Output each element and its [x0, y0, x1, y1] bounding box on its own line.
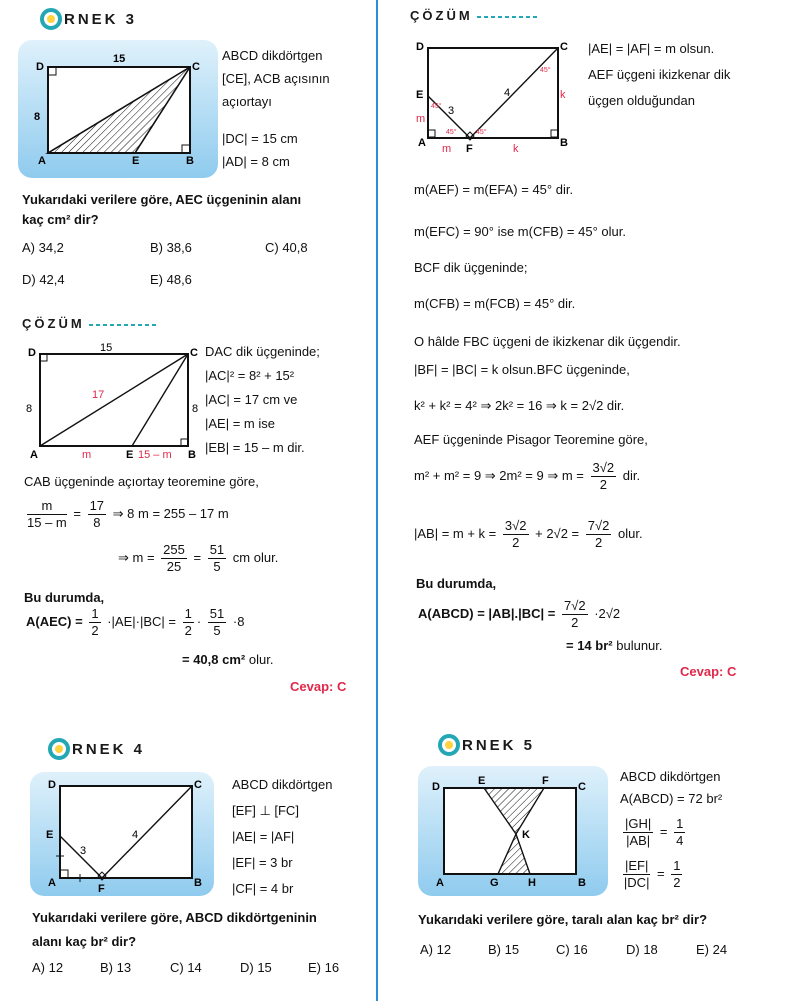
option: D) 18: [626, 942, 658, 957]
option: D) 42,4: [22, 272, 65, 287]
solution-line: BCF dik üçgeninde;: [414, 260, 528, 275]
cozum-right-figure: [408, 34, 578, 156]
vertex-c: C: [578, 781, 586, 793]
label-m-bottom: m: [442, 143, 452, 155]
vertex-d: D: [28, 347, 36, 359]
option: A) 12: [32, 960, 64, 975]
vertex-a: A: [436, 877, 444, 889]
bu-durumda: Bu durumda,: [416, 576, 497, 591]
option: A) 12: [420, 942, 452, 957]
option: B) 38,6: [150, 240, 192, 255]
ornek5-heading: RNEK 5: [438, 734, 535, 756]
label-k-side: k: [560, 89, 566, 101]
solution-line-ab: |AB| = m + k = $\frac{3√2}{2}$ + 2√2 = $\frac{7√2}{2}$ olur.: [414, 518, 643, 550]
ornek5-figure: [418, 766, 608, 896]
solution-result: = 14 br² bulunur.: [566, 638, 663, 653]
column-divider: [376, 0, 378, 1001]
bu-durumda: Bu durumda,: [24, 590, 105, 605]
vertex-d: D: [36, 61, 44, 73]
vertex-h: H: [528, 877, 536, 889]
label-top: 15: [100, 342, 113, 354]
option: E) 16: [308, 960, 340, 975]
ornek3-question: Yukarıdaki verilere göre, AEC üçgeninin alanı kaç cm² dir?: [22, 192, 302, 227]
vertex-b: B: [186, 155, 194, 167]
label-top: 15: [113, 53, 126, 65]
vertex-a: A: [48, 877, 56, 889]
label-right: 8: [192, 403, 199, 415]
option: D) 15: [240, 960, 272, 975]
option: B) 15: [488, 942, 520, 957]
vertex-e: E: [416, 89, 424, 101]
vertex-b: B: [578, 877, 586, 889]
cozum-right-intro: |AE| = |AF| = m olsun. AEF üçgeni ikizkenar dik üçgen olduğundan: [588, 41, 731, 108]
vertex-a: A: [418, 137, 426, 149]
cozum3-figure: [20, 340, 200, 460]
solution-line: AEF üçgeninde Pisagor Teoremine göre,: [414, 432, 648, 447]
ornek4-heading: RNEK 4: [48, 738, 145, 760]
angle-label: 45°: [446, 129, 457, 136]
vertex-f: F: [542, 775, 549, 787]
option: E) 24: [696, 942, 728, 957]
vertex-e: E: [46, 829, 54, 841]
label-m: m: [82, 449, 92, 460]
vertex-b: B: [194, 877, 202, 889]
option: A) 34,2: [22, 240, 64, 255]
label-3: 3: [448, 105, 455, 117]
vertex-d: D: [48, 779, 56, 791]
solution-line-area: A(ABCD) = |AB|.|BC| = $\frac{7√2}{2}$ ·2√2: [418, 598, 621, 630]
vertex-g: G: [490, 877, 499, 889]
angle-label: 45°: [540, 67, 551, 74]
ornek-logo-icon: [438, 734, 460, 756]
label-side: 8: [34, 111, 41, 123]
ornek4-question: Yukarıdaki verilere göre, ABCD dikdörtgeninin alanı kaç br² dir?: [32, 910, 317, 949]
cozum3-lines: DAC dik üçgeninde; |AC|² = 8² + 15² |AC| = 17 cm ve |AE| = m ise |EB| = 15 – m dir.: [205, 344, 320, 455]
ornek-logo-icon: [40, 8, 62, 30]
angle-label: 45°: [431, 103, 442, 110]
given-line: açıortayı: [222, 94, 272, 109]
vertex-e: E: [132, 155, 140, 167]
label-rest: 15 – m: [138, 449, 172, 460]
solution-line: m(AEF) = m(EFA) = 45° dir.: [414, 182, 574, 197]
ornek3-figure: [18, 40, 218, 178]
result-line: = 40,8 cm² olur.: [182, 652, 274, 667]
ornek4-given: ABCD dikdörtgen [EF] ⊥ [FC] |AE| = |AF| |EF| = 3 br |CF| = 4 br: [232, 777, 333, 896]
vertex-f: F: [466, 143, 473, 155]
area-equation: A(AEC) = $\frac{1}{2}$ ·|AE|·|BC| = $\frac{1}{2}$ · $\frac{51}{5}$ ·8: [26, 606, 245, 638]
option: E) 48,6: [150, 272, 192, 287]
label-m-side: m: [416, 113, 426, 125]
vertex-b: B: [188, 449, 196, 460]
ornek3-heading: RNEK 3: [40, 8, 137, 30]
option: C) 40,8: [265, 240, 308, 255]
given-line: |DC| = 15 cm: [222, 131, 298, 146]
vertex-k: K: [522, 829, 530, 841]
given-line: ABCD dikdörtgen: [222, 48, 323, 63]
solution-line: k² + k² = 4² ⇒ 2k² = 16 ⇒ k = 2√2 dir.: [414, 398, 625, 413]
angle-label: 45°: [476, 129, 487, 136]
solution-line: |BF| = |BC| = k olsun.BFC üçgeninde,: [414, 362, 630, 377]
ornek5-question: Yukarıdaki verilere göre, taralı alan kaç br² dir?: [418, 912, 708, 927]
equation-1: $\frac{m}{15 - m}$ = $\frac{17}{8}$ ⇒ 8 m = 255 – 17 m: [27, 498, 229, 530]
vertex-e: E: [126, 449, 134, 460]
vertex-d: D: [416, 41, 424, 53]
ornek5-given: ABCD dikdörtgen A(ABCD) = 72 br²: [620, 769, 723, 806]
label-left: 8: [26, 403, 33, 415]
vertex-a: A: [38, 155, 46, 167]
label-k-bottom: k: [513, 143, 519, 155]
ornek4-figure: [30, 772, 214, 896]
ornek5-ratio-2: $\frac{|EF|}{|DC|}$ = $\frac{1}{2}$: [623, 858, 681, 890]
option: C) 16: [556, 942, 588, 957]
solution-line: m(CFB) = m(FCB) = 45° dir.: [414, 296, 576, 311]
solution-line: m(EFC) = 90° ise m(CFB) = 45° olur.: [414, 224, 626, 239]
vertex-c: C: [192, 61, 200, 73]
option: B) 13: [100, 960, 132, 975]
option: C) 14: [170, 960, 202, 975]
vertex-d: D: [432, 781, 440, 793]
solution-line-m: m² + m² = 9 ⇒ 2m² = 9 ⇒ m = $\frac{3√2}{2}$ dir.: [414, 460, 641, 492]
vertex-b: B: [560, 137, 568, 149]
answer-label: Cevap: C: [290, 679, 347, 694]
ornek-logo-icon: [48, 738, 70, 760]
label-diagonal: 17: [92, 389, 105, 401]
ornek3-given: [222, 44, 330, 173]
cozum3-heading: ÇÖZÜM: [22, 316, 85, 331]
vertex-c: C: [194, 779, 202, 791]
answer-label: Cevap: C: [680, 664, 737, 679]
given-line: [CE], ACB açısının: [222, 71, 330, 86]
vertex-c: C: [190, 347, 198, 359]
vertex-e: E: [478, 775, 486, 787]
solution-line: O hâlde FBC üçgeni de ikizkenar dik üçgendir.: [414, 334, 681, 349]
label-3: 3: [80, 845, 87, 857]
vertex-f: F: [98, 883, 105, 895]
given-line: |AD| = 8 cm: [222, 154, 290, 169]
ornek5-ratio-1: $\frac{|GH|}{|AB|}$ = $\frac{1}{4}$: [625, 816, 684, 848]
label-4: 4: [504, 87, 511, 99]
cozum-right-heading: ÇÖZÜM: [410, 8, 473, 23]
label-4: 4: [132, 829, 139, 841]
vertex-c: C: [560, 41, 568, 53]
vertex-a: A: [30, 449, 38, 460]
equation-2: ⇒ m = $\frac{255}{25}$ = $\frac{51}{5}$ cm olur.: [118, 542, 279, 574]
bisector-note: CAB üçgeninde açıortay teoremine göre,: [24, 474, 259, 489]
